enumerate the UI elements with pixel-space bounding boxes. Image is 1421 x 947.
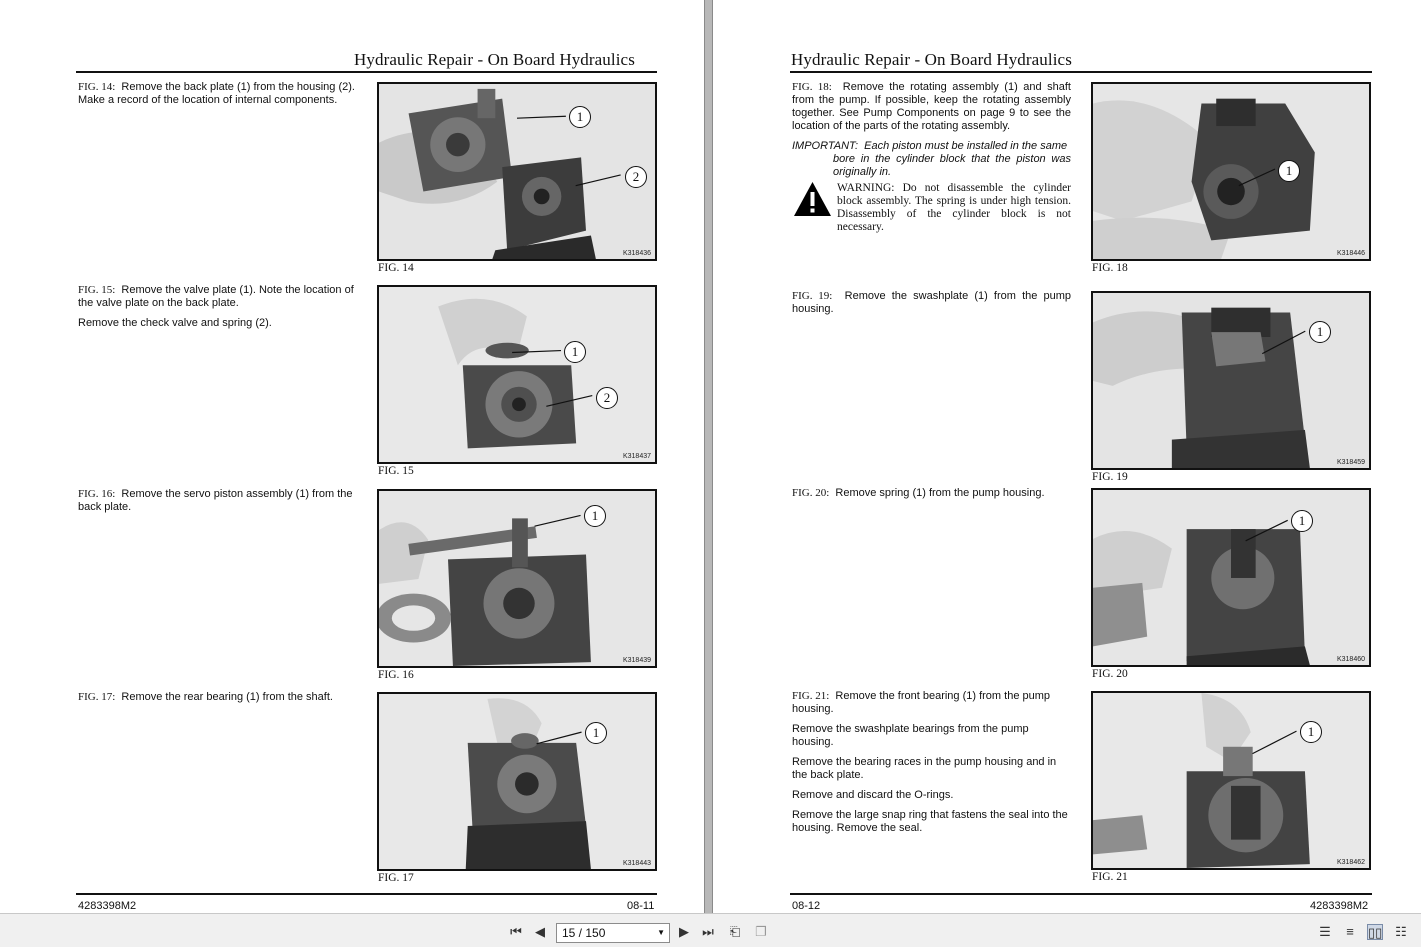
- footer-rule: [76, 893, 657, 895]
- fig-16-text: FIG. 16: Remove the servo piston assembly (1) from the back plate.: [78, 488, 353, 513]
- fig-17-callout-1: 1: [585, 722, 607, 744]
- two-page-icon[interactable]: ▯▯: [1368, 925, 1383, 940]
- header-rule: [76, 71, 657, 73]
- fig-20-photo: [1091, 488, 1371, 667]
- fig-18-code: K318446: [1336, 250, 1365, 257]
- fig-21-callout-1: 1: [1300, 721, 1322, 743]
- right-footer-page: 08-12: [792, 900, 821, 912]
- page-indicator: 15 / 150: [562, 926, 606, 940]
- right-page-header: Hydraulic Repair - On Board Hydraulics: [791, 50, 1072, 69]
- fig-21-code: K318462: [1336, 859, 1365, 866]
- fig-18-text: FIG. 18: Remove the rotating assembly (1) and shaft from the pump. If possible, keep the rotating assembly together. See Pump Components on page 9 to see the location of the parts of the rotating assembly. IMPORTANT: Each piston must be installed in the same bore in the cylinder block that the piston was originally in.: [792, 81, 1071, 178]
- rotate-icon[interactable]: ⎗: [729, 924, 741, 939]
- page-gutter: [704, 0, 713, 913]
- single-page-icon[interactable]: ☰: [1319, 924, 1331, 939]
- fig-15-code: K318437: [622, 453, 651, 460]
- left-page-header: Hydraulic Repair - On Board Hydraulics: [354, 50, 635, 69]
- right-footer-code: 4283398M2: [1310, 900, 1369, 912]
- left-footer-page: 08-11: [627, 900, 655, 912]
- fig-14-label: FIG. 14: [378, 262, 414, 274]
- fig-17-text: FIG. 17: Remove the rear bearing (1) from the shaft.: [78, 691, 333, 703]
- fig-20-label: FIG. 20: [1092, 668, 1128, 680]
- fig-21-label: FIG. 21: [1092, 871, 1128, 883]
- fig-18-label: FIG. 18: [1092, 262, 1128, 274]
- fig-16-label: FIG. 16: [378, 669, 414, 681]
- next-page-icon[interactable]: ▶: [679, 924, 689, 939]
- copy-icon[interactable]: ❐: [755, 924, 767, 939]
- fig-17-photo: [377, 692, 657, 871]
- left-footer-code: 4283398M2: [78, 900, 137, 912]
- fig-19-label: FIG. 19: [1092, 471, 1128, 483]
- viewer-toolbar: [0, 913, 1421, 947]
- fig-15-label: FIG. 15: [378, 465, 414, 477]
- fig-14-photo: [377, 82, 657, 261]
- important-note: IMPORTANT: Each piston must be installed in the same bore in the cylinder block that the piston was originally in.: [792, 140, 1071, 178]
- fig-15-callout-1: 1: [564, 341, 586, 363]
- fig-14-code: K318436: [622, 250, 651, 257]
- fig-21-photo: [1091, 691, 1371, 870]
- fig-18-callout-1: 1: [1278, 160, 1300, 182]
- fig-17-label: FIG. 17: [378, 872, 414, 884]
- fig-19-code: K318459: [1336, 459, 1365, 466]
- fig-14-callout-2: 2: [625, 166, 647, 188]
- fig-18-photo: [1091, 82, 1371, 261]
- previous-page-icon[interactable]: ◀: [535, 924, 545, 939]
- fig-19-text: FIG. 19: Remove the swashplate (1) from the pump housing.: [792, 290, 1072, 315]
- fig-15-callout-2: 2: [596, 387, 618, 409]
- chevron-down-icon: ▼: [657, 928, 665, 937]
- page-selector[interactable]: [556, 923, 670, 943]
- left-page: [0, 0, 704, 913]
- fig-15-text: FIG. 15: Remove the valve plate (1). Note the location of the valve plate on the back plate. Remove the check valve and spring (2).: [78, 284, 354, 329]
- fig-17-code: K318443: [622, 860, 651, 867]
- fig-20-code: K318460: [1336, 656, 1365, 663]
- last-page-icon[interactable]: ⏭: [702, 924, 714, 939]
- fig-14-callout-1: 1: [569, 106, 591, 128]
- first-page-icon[interactable]: ⏮: [510, 924, 522, 939]
- fig-20-text: FIG. 20: Remove spring (1) from the pump housing.: [792, 487, 1045, 499]
- fig-20-callout-1: 1: [1291, 510, 1313, 532]
- fig-16-callout-1: 1: [584, 505, 606, 527]
- fig-16-code: K318439: [622, 657, 651, 664]
- fig-14-text: FIG. 14: Remove the back plate (1) from the housing (2). Make a record of the location of internal components.: [78, 81, 355, 106]
- right-page: [713, 0, 1421, 913]
- fig-16-photo: [377, 489, 657, 668]
- fig-21-text: FIG. 21: Remove the front bearing (1) from the pump housing. Remove the swashplate bearings from the pump housing. Remove the bearing races in the pump housing and in the back plate. Remove and discard the O-rings. Remove the large snap ring that fastens the seal into the housing. Remove the seal.: [792, 690, 1068, 834]
- header-rule: [790, 71, 1372, 73]
- fig-15-photo: [377, 285, 657, 464]
- fig-19-callout-1: 1: [1309, 321, 1331, 343]
- fig-19-photo: [1091, 291, 1371, 470]
- warning-text: WARNING: Do not disassemble the cylinder block assembly. The spring is under high tension. Disassembly of the cylinder block is not necessary.: [837, 182, 1071, 233]
- footer-rule: [790, 893, 1372, 895]
- two-page-continuous-icon[interactable]: ☷: [1395, 924, 1407, 939]
- warning-icon: [793, 181, 832, 217]
- continuous-icon[interactable]: ≡: [1346, 924, 1354, 939]
